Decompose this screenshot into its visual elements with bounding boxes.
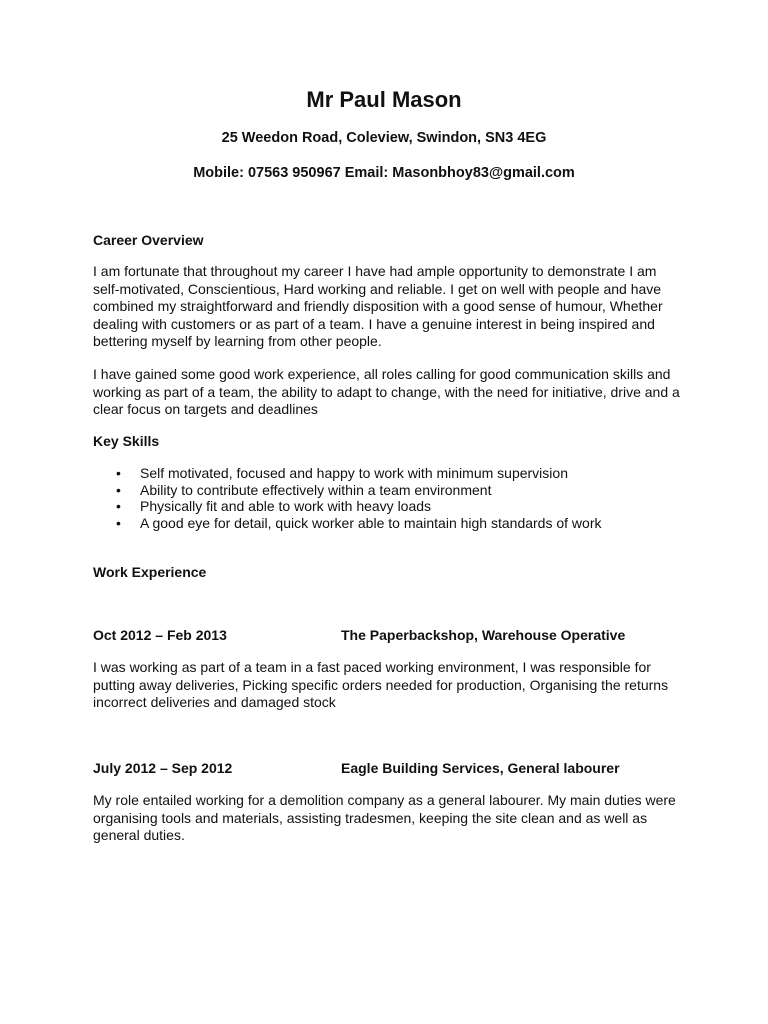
job-2-dates: July 2012 – Sep 2012 <box>93 760 233 776</box>
career-overview-heading: Career Overview <box>93 232 204 248</box>
list-item <box>93 498 601 515</box>
bullet-icon: • <box>116 498 121 514</box>
skill-text: A good eye for detail, quick worker able to maintain high standards of work <box>140 514 602 531</box>
key-skills-heading: Key Skills <box>93 433 160 449</box>
skill-text: Ability to contribute effectively within a team environment <box>140 481 492 498</box>
career-overview-paragraph-2: I have gained some good work experience, all roles calling for good communication skills and working as part of a team, the ability to adapt to change, with the need for initiative, drive and a clear focus on targets and deadlines <box>93 366 680 417</box>
skill-text: Physically fit and able to work with heavy loads <box>140 498 432 514</box>
list-item <box>93 515 601 532</box>
bullet-icon: • <box>116 514 121 531</box>
bullet-icon: • <box>116 481 121 498</box>
cv-contact: Mobile: 07563 950967 Email: Masonbhoy83@gmail.com <box>193 165 575 181</box>
cv-name: Mr Paul Mason <box>306 87 462 112</box>
key-skills-list <box>93 465 601 531</box>
job-1-title: The Paperbackshop, Warehouse Operative <box>341 627 626 643</box>
job-2-description: My role entailed working for a demolition company as a general labourer. My main duties were organising tools and materials, assisting tradesmen, keeping the site clean and as well as general duties. <box>93 792 676 843</box>
work-experience-heading: Work Experience <box>93 564 207 580</box>
job-2-title: Eagle Building Services, General labourer <box>341 760 620 776</box>
skill-text: Self motivated, focused and happy to work with minimum supervision <box>140 465 568 481</box>
job-1-description: I was working as part of a team in a fast paced working environment, I was responsible for putting away deliveries, Picking specific orders needed for production, Organising the returns incorrect deliveries and damaged stock <box>93 659 669 710</box>
list-item <box>93 482 601 499</box>
job-1-dates: Oct 2012 – Feb 2013 <box>93 627 227 643</box>
list-item <box>93 465 601 482</box>
career-overview-paragraph-1: I am fortunate that throughout my career I have had ample opportunity to demonstrate I am self-motivated, Conscientious, Hard working and reliable. I get on well with people and have combined my straightforward and friendly disposition with a good sense of humour, Whether dealing with customers or as part of a team. I have a genuine interest in being inspired and bettering myself by learning from other people. <box>93 263 663 349</box>
bullet-icon: • <box>116 465 121 481</box>
cv-address: 25 Weedon Road, Coleview, Swindon, SN3 4EG <box>221 130 547 146</box>
